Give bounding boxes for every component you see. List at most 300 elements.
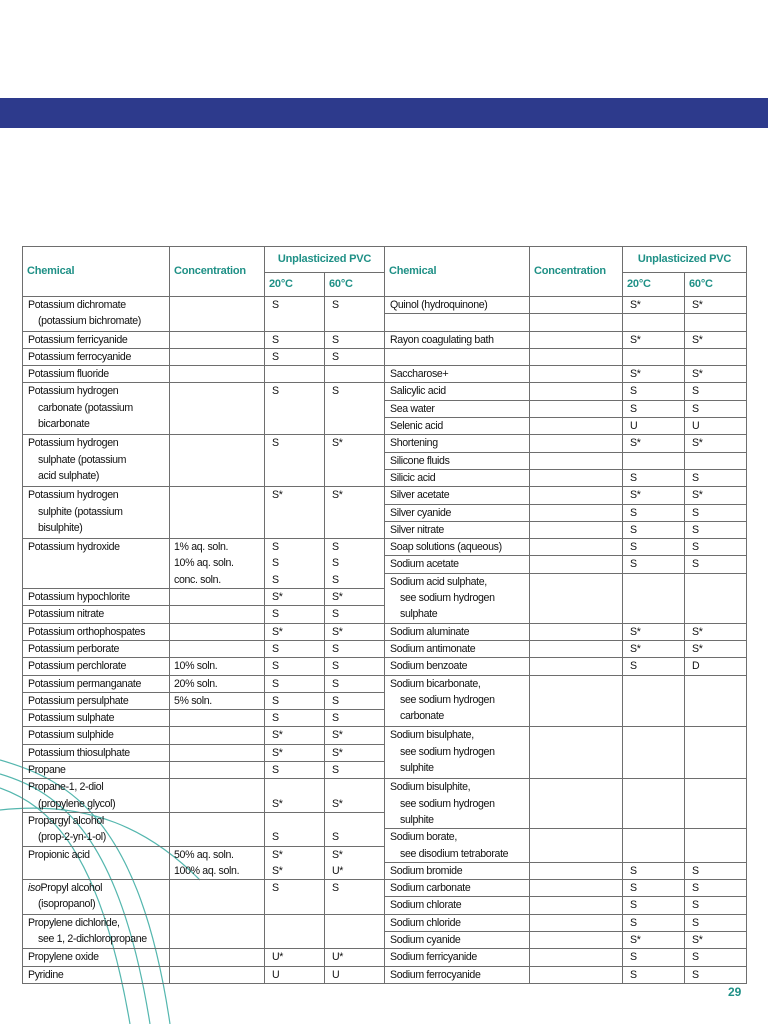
table-row: [23, 435, 747, 452]
cell-line: Potassium hypochlorite: [28, 591, 130, 604]
cell-line: [332, 915, 380, 931]
left-concentration-cell: [170, 297, 265, 332]
cell-line: S*: [692, 489, 703, 502]
right-chemical-cell: [385, 418, 530, 435]
left-60c-cell: [325, 692, 385, 709]
right-60c-cell: [685, 504, 747, 521]
cell-line: conc. soln.: [174, 573, 221, 586]
cell-line: [272, 366, 320, 382]
cell-line: Sodium acetate: [390, 558, 459, 571]
cell-line: see disodium tetraborate: [400, 847, 509, 860]
cell-line: S*: [630, 333, 641, 346]
table-row: [23, 727, 747, 744]
cell-line: S*: [272, 848, 283, 861]
right-20c-cell: [623, 779, 685, 829]
cell-line: [534, 401, 618, 417]
left-concentration-cell: [170, 366, 265, 383]
left-60c-cell: [325, 710, 385, 727]
left-chemical-cell: [23, 966, 170, 983]
cell-line: [534, 676, 618, 692]
left-60c-cell: [325, 966, 385, 983]
right-chemical-cell: [385, 297, 530, 314]
cell-line: Sodium ferrocyanide: [390, 968, 481, 981]
cell-line: [174, 606, 260, 622]
cell-line: S: [332, 712, 339, 725]
cell-line: Selenic acid: [390, 420, 443, 433]
cell-line: S: [272, 764, 279, 777]
left-20c-cell: [265, 710, 325, 727]
header-chemical-right: Chemical: [385, 247, 530, 297]
right-concentration-cell: [530, 348, 623, 365]
cell-line: S: [332, 694, 339, 707]
left-chemical-cell: [23, 949, 170, 966]
cell-line: S: [692, 968, 699, 981]
right-60c-cell: [685, 331, 747, 348]
header-chemical-left: Chemical: [23, 247, 170, 297]
table-row: [23, 487, 747, 504]
right-20c-cell: [623, 966, 685, 983]
left-concentration-cell: [170, 692, 265, 709]
cell-line: 100% aq. soln.: [174, 864, 240, 877]
right-concentration-cell: [530, 727, 623, 779]
table-row: [23, 297, 747, 314]
right-60c-cell: [685, 727, 747, 779]
left-chemical-cell: [23, 623, 170, 640]
left-60c-cell: [325, 880, 385, 915]
right-20c-cell: [623, 623, 685, 640]
cell-line: Sodium benzoate: [390, 660, 468, 673]
left-concentration-cell: [170, 812, 265, 846]
right-chemical-cell: [385, 931, 530, 948]
right-20c-cell: [623, 383, 685, 400]
left-chemical-cell: [23, 640, 170, 657]
cell-line: [174, 745, 260, 761]
left-chemical-cell: [23, 692, 170, 709]
cell-line: [534, 487, 618, 503]
right-60c-cell: [685, 314, 747, 331]
left-60c-cell: [325, 606, 385, 623]
left-chemical-cell: [23, 846, 170, 880]
cell-line: S: [272, 660, 279, 673]
right-60c-cell: [685, 914, 747, 931]
cell-line: [630, 574, 680, 590]
cell-line: see sodium hydrogen: [400, 693, 495, 706]
cell-line: S: [332, 573, 339, 586]
right-chemical-cell: [385, 658, 530, 675]
cell-line: S: [692, 951, 699, 964]
right-20c-cell: [623, 539, 685, 556]
right-concentration-cell: [530, 504, 623, 521]
left-concentration-cell: [170, 658, 265, 675]
right-chemical-cell: [385, 727, 530, 779]
cell-line: 10% aq. soln.: [174, 557, 234, 570]
cell-line: S: [630, 471, 637, 484]
cell-line: Potassium orthophospates: [28, 625, 146, 638]
left-concentration-cell: [170, 846, 265, 880]
cell-line: [692, 574, 742, 590]
right-60c-cell: [685, 931, 747, 948]
cell-line: Silver cyanide: [390, 506, 452, 519]
cell-line: S: [332, 660, 339, 673]
left-concentration-cell: [170, 762, 265, 779]
cell-line: [28, 572, 165, 588]
left-chemical-cell: [23, 348, 170, 365]
header-pvc-group-left: Unplasticized PVC: [265, 247, 385, 273]
cell-line: S: [272, 385, 279, 398]
left-60c-cell: [325, 914, 385, 949]
cell-line: Sodium acid sulphate,: [390, 575, 487, 588]
left-concentration-cell: [170, 539, 265, 589]
left-concentration-cell: [170, 348, 265, 365]
right-60c-cell: [685, 966, 747, 983]
left-60c-cell: [325, 297, 385, 332]
cell-line: 10% soln.: [174, 660, 218, 673]
cell-line: [534, 522, 618, 538]
right-chemical-cell: [385, 573, 530, 623]
left-concentration-cell: [170, 744, 265, 761]
right-60c-cell: [685, 348, 747, 365]
cell-line: [630, 676, 680, 692]
cell-line: bicarbonate: [38, 418, 90, 431]
right-chemical-cell: [385, 914, 530, 931]
left-20c-cell: [265, 297, 325, 332]
cell-line: sulphite: [400, 813, 434, 826]
cell-line: S*: [692, 642, 703, 655]
cell-line: S: [692, 882, 699, 895]
cell-line: U: [332, 968, 340, 981]
right-20c-cell: [623, 897, 685, 914]
cell-line: (propylene glycol): [38, 797, 116, 810]
cell-line: S: [692, 899, 699, 912]
cell-line: S*: [630, 437, 641, 450]
left-20c-cell: [265, 331, 325, 348]
left-concentration-cell: [170, 640, 265, 657]
cell-line: U: [630, 420, 638, 433]
left-60c-cell: [325, 812, 385, 846]
cell-line: Sodium cyanide: [390, 933, 461, 946]
cell-line: [174, 297, 260, 313]
left-20c-cell: [265, 675, 325, 692]
right-20c-cell: [623, 640, 685, 657]
cell-line: [174, 710, 260, 726]
cell-line: S: [630, 899, 637, 912]
right-concentration-cell: [530, 949, 623, 966]
left-chemical-cell: [23, 779, 170, 813]
cell-line: S: [332, 882, 339, 895]
left-60c-cell: [325, 539, 385, 589]
left-concentration-cell: [170, 331, 265, 348]
cell-line: 5% soln.: [174, 694, 212, 707]
cell-line: S*: [272, 625, 283, 638]
table-row: [23, 539, 747, 556]
right-concentration-cell: [530, 383, 623, 400]
right-concentration-cell: [530, 331, 623, 348]
cell-line: [534, 829, 618, 845]
right-20c-cell: [623, 658, 685, 675]
cell-line: [332, 366, 380, 382]
cell-line: Potassium persulphate: [28, 694, 129, 707]
header-pvc-group-right: Unplasticized PVC: [623, 247, 747, 273]
chemical-resistance-table-wrapper: [22, 246, 746, 981]
right-60c-cell: [685, 383, 747, 400]
header-band: [0, 98, 768, 128]
right-chemical-cell: [385, 452, 530, 469]
left-chemical-cell: [23, 762, 170, 779]
left-60c-cell: [325, 623, 385, 640]
header-60c-right: 60°C: [685, 273, 747, 297]
right-60c-cell: [685, 521, 747, 538]
cell-line: Sodium bisulphite,: [390, 781, 471, 794]
cell-line: Potassium sulphide: [28, 729, 114, 742]
cell-line: [28, 555, 165, 571]
cell-line: S: [272, 333, 279, 346]
cell-line: S*: [272, 746, 283, 759]
cell-line: Sodium chlorate: [390, 899, 462, 912]
left-concentration-cell: [170, 487, 265, 539]
left-60c-cell: [325, 589, 385, 606]
cell-line: Potassium sulphate: [28, 712, 115, 725]
cell-line: [630, 314, 680, 330]
right-chemical-cell: [385, 348, 530, 365]
right-concentration-cell: [530, 487, 623, 504]
right-concentration-cell: [530, 400, 623, 417]
cell-line: S: [692, 916, 699, 929]
left-60c-cell: [325, 383, 385, 435]
cell-line: Silver acetate: [390, 489, 450, 502]
right-concentration-cell: [530, 914, 623, 931]
cell-line: S: [272, 694, 279, 707]
right-20c-cell: [623, 675, 685, 727]
cell-line: [534, 915, 618, 931]
cell-line: sulphate: [400, 608, 438, 621]
cell-line: (isopropanol): [38, 898, 96, 911]
cell-line: Quinol (hydroquinone): [390, 299, 488, 311]
right-concentration-cell: [530, 469, 623, 486]
cell-line: [332, 813, 380, 829]
right-concentration-cell: [530, 314, 623, 331]
cell-line: Pyridine: [28, 968, 64, 981]
header-concentration-right: Concentration: [530, 247, 623, 297]
left-20c-cell: [265, 692, 325, 709]
cell-line: S: [332, 541, 339, 554]
left-20c-cell: [265, 744, 325, 761]
cell-line: Potassium hydrogen: [28, 489, 119, 502]
cell-line: S*: [692, 625, 703, 638]
right-chemical-cell: [385, 331, 530, 348]
left-chemical-cell: [23, 606, 170, 623]
left-chemical-cell: [23, 589, 170, 606]
cell-line: [534, 470, 618, 486]
right-20c-cell: [623, 727, 685, 779]
right-chemical-cell: [385, 897, 530, 914]
cell-line: Propane: [28, 764, 66, 777]
cell-line: [174, 589, 260, 605]
right-concentration-cell: [530, 640, 623, 657]
cell-line: S: [272, 541, 279, 554]
cell-line: see sodium hydrogen: [400, 745, 495, 758]
left-concentration-cell: [170, 623, 265, 640]
right-20c-cell: [623, 366, 685, 383]
cell-line: bisulphite): [38, 521, 83, 534]
cell-line: [534, 435, 618, 451]
right-concentration-cell: [530, 931, 623, 948]
cell-line: [692, 779, 742, 795]
left-concentration-cell: [170, 880, 265, 915]
cell-line: [174, 727, 260, 743]
cell-line: S: [332, 333, 339, 346]
right-60c-cell: [685, 573, 747, 623]
left-20c-cell: [265, 880, 325, 915]
cell-line: S: [332, 831, 339, 844]
right-20c-cell: [623, 862, 685, 879]
left-concentration-cell: [170, 779, 265, 813]
cell-line: [630, 779, 680, 795]
left-chemical-cell: [23, 383, 170, 435]
cell-line: Potassium hydroxide: [28, 541, 120, 554]
cell-line: [174, 487, 260, 503]
cell-line: Sodium bromide: [390, 864, 463, 877]
cell-line: S*: [272, 489, 283, 502]
cell-line: [534, 624, 618, 640]
cell-line: [534, 658, 618, 674]
right-20c-cell: [623, 880, 685, 897]
cell-line: [174, 880, 260, 896]
right-20c-cell: [623, 418, 685, 435]
cell-line: Silicic acid: [390, 471, 436, 484]
right-chemical-cell: [385, 880, 530, 897]
right-concentration-cell: [530, 623, 623, 640]
cell-line: [534, 366, 618, 382]
left-20c-cell: [265, 589, 325, 606]
cell-line: S: [272, 437, 279, 450]
table-row: [23, 658, 747, 675]
cell-line: Potassium perborate: [28, 642, 120, 655]
cell-line: U*: [272, 951, 284, 964]
left-60c-cell: [325, 744, 385, 761]
left-concentration-cell: [170, 383, 265, 435]
right-concentration-cell: [530, 297, 623, 314]
header-concentration-left: Concentration: [170, 247, 265, 297]
cell-line: Sodium antimonate: [390, 642, 476, 655]
left-chemical-cell: [23, 914, 170, 949]
left-60c-cell: [325, 658, 385, 675]
cell-line: Silver nitrate: [390, 523, 444, 536]
left-20c-cell: [265, 623, 325, 640]
cell-line: U: [692, 420, 700, 433]
cell-line: S*: [272, 729, 283, 742]
right-60c-cell: [685, 623, 747, 640]
right-20c-cell: [623, 400, 685, 417]
cell-line: S*: [332, 591, 343, 604]
right-chemical-cell: [385, 556, 530, 573]
left-60c-cell: [325, 846, 385, 880]
table-row: [23, 331, 747, 348]
left-20c-cell: [265, 435, 325, 487]
left-chemical-cell: [23, 435, 170, 487]
left-20c-cell: [265, 383, 325, 435]
cell-line: S*: [332, 848, 343, 861]
cell-line: [174, 813, 260, 829]
table-row: [23, 348, 747, 365]
right-concentration-cell: [530, 418, 623, 435]
left-60c-cell: [325, 675, 385, 692]
cell-line: S*: [692, 368, 703, 381]
right-20c-cell: [623, 452, 685, 469]
left-chemical-cell: [23, 366, 170, 383]
right-20c-cell: [623, 949, 685, 966]
cell-line: Sodium bicarbonate,: [390, 677, 481, 690]
right-20c-cell: [623, 931, 685, 948]
right-60c-cell: [685, 949, 747, 966]
right-60c-cell: [685, 539, 747, 556]
cell-line: U*: [332, 951, 344, 964]
cell-line: S*: [692, 333, 703, 346]
left-60c-cell: [325, 348, 385, 365]
cell-line: S*: [332, 489, 343, 502]
cell-line: [174, 762, 260, 778]
right-60c-cell: [685, 829, 747, 863]
cell-line: [534, 349, 618, 365]
right-60c-cell: [685, 658, 747, 675]
header-20c-left: 20°C: [265, 273, 325, 297]
right-chemical-cell: [385, 539, 530, 556]
right-60c-cell: [685, 880, 747, 897]
cell-line: sulphate (potassium: [38, 453, 127, 466]
left-chemical-cell: [23, 880, 170, 915]
right-chemical-cell: [385, 435, 530, 452]
cell-line: S*: [332, 797, 343, 810]
right-chemical-cell: [385, 400, 530, 417]
header-60c-left: 60°C: [325, 273, 385, 297]
cell-line: S: [692, 385, 699, 398]
cell-line: [534, 556, 618, 572]
cell-line: S: [630, 882, 637, 895]
cell-line: S: [692, 402, 699, 415]
right-20c-cell: [623, 297, 685, 314]
left-20c-cell: [265, 366, 325, 383]
cell-line: Propane-1, 2-diol: [28, 781, 104, 794]
cell-line: S: [630, 558, 637, 571]
cell-line: Potassium hydrogen: [28, 437, 119, 450]
cell-line: Salicylic acid: [390, 385, 446, 398]
left-20c-cell: [265, 914, 325, 949]
cell-line: [272, 779, 320, 795]
cell-line: [174, 624, 260, 640]
cell-line: S: [630, 402, 637, 415]
cell-line: [174, 641, 260, 657]
cell-line: S: [332, 385, 339, 398]
cell-line: S: [272, 642, 279, 655]
right-20c-cell: [623, 348, 685, 365]
cell-line: S: [332, 608, 339, 621]
cell-line: S: [692, 471, 699, 484]
left-20c-cell: [265, 606, 325, 623]
right-chemical-cell: [385, 487, 530, 504]
cell-line: S*: [630, 642, 641, 655]
right-concentration-cell: [530, 658, 623, 675]
cell-line: (prop-2-yn-1-ol): [38, 831, 106, 844]
cell-line: S*: [332, 625, 343, 638]
cell-line: S: [692, 864, 699, 877]
left-chemical-cell: [23, 675, 170, 692]
cell-line: S*: [272, 797, 283, 810]
left-concentration-cell: [170, 589, 265, 606]
right-60c-cell: [685, 435, 747, 452]
left-chemical-cell: [23, 727, 170, 744]
right-20c-cell: [623, 829, 685, 863]
cell-line: see sodium hydrogen: [400, 592, 495, 605]
cell-line: S: [630, 660, 637, 673]
